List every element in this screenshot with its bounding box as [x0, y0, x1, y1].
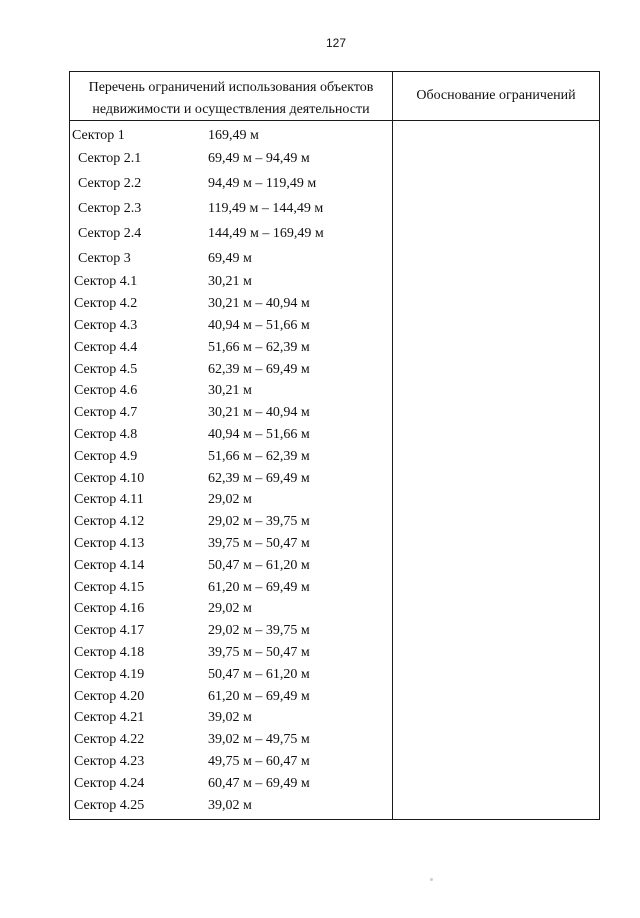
sector-name: Сектор 4.3 — [74, 318, 138, 333]
table-row — [70, 534, 392, 554]
sector-name: Сектор 2.2 — [78, 176, 142, 191]
table-row — [70, 665, 392, 685]
table-row — [70, 578, 392, 598]
column-divider — [392, 72, 393, 819]
sector-distance: 60,47 м – 69,49 м — [208, 776, 310, 791]
table-row — [70, 490, 392, 510]
sector-distance: 61,20 м – 69,49 м — [208, 689, 310, 704]
sector-name: Сектор 4.11 — [74, 492, 144, 507]
table-row — [70, 249, 392, 269]
sector-distance: 30,21 м – 40,94 м — [208, 296, 310, 311]
table-row — [70, 126, 392, 146]
table-row — [70, 294, 392, 314]
table-row — [70, 360, 392, 380]
sector-name: Сектор 4.24 — [74, 776, 145, 791]
sector-distance: 69,49 м — [208, 251, 252, 266]
table-row — [70, 316, 392, 336]
table-row — [70, 338, 392, 358]
sector-name: Сектор 4.2 — [74, 296, 138, 311]
sector-name: Сектор 4.17 — [74, 623, 145, 638]
sector-distance: 62,39 м – 69,49 м — [208, 362, 310, 377]
sector-name: Сектор 2.1 — [78, 151, 142, 166]
sector-name: Сектор 4.1 — [74, 274, 138, 289]
table-row — [70, 149, 392, 169]
table-row — [70, 556, 392, 576]
sector-distance: 94,49 м – 119,49 м — [208, 176, 317, 191]
sector-name: Сектор 3 — [78, 251, 131, 266]
sector-distance: 29,02 м – 39,75 м — [208, 623, 310, 638]
sector-distance: 29,02 м — [208, 492, 252, 507]
sector-name: Сектор 2.3 — [78, 201, 142, 216]
sector-name: Сектор 4.10 — [74, 471, 145, 486]
sector-name: Сектор 4.9 — [74, 449, 138, 464]
sector-distance: 169,49 м — [208, 128, 259, 143]
table-row — [70, 687, 392, 707]
table-row — [70, 752, 392, 772]
header-left-line1: Перечень ограничений использования объектов — [88, 80, 374, 95]
table-header-row — [70, 72, 599, 121]
sector-distance: 40,94 м – 51,66 м — [208, 318, 310, 333]
table-row — [70, 774, 392, 794]
table-row — [70, 381, 392, 401]
sector-name: Сектор 4.16 — [74, 601, 145, 616]
table-row — [70, 447, 392, 467]
table-row — [70, 730, 392, 750]
sector-name: Сектор 4.13 — [74, 536, 145, 551]
table-row — [70, 403, 392, 423]
table-row — [70, 796, 392, 816]
table-row — [70, 174, 392, 194]
table-row — [70, 199, 392, 219]
table-row — [70, 621, 392, 641]
header-restrictions-list — [70, 77, 392, 121]
sector-distance: 30,21 м — [208, 383, 252, 398]
table-row — [70, 425, 392, 445]
sector-distance: 40,94 м – 51,66 м — [208, 427, 310, 442]
table-row — [70, 643, 392, 663]
sector-name: Сектор 4.4 — [74, 340, 138, 355]
sector-name: Сектор 4.14 — [74, 558, 145, 573]
table-row — [70, 599, 392, 619]
sector-distance: 30,21 м — [208, 274, 252, 289]
sector-distance: 29,02 м – 39,75 м — [208, 514, 310, 529]
sector-name: Сектор 4.8 — [74, 427, 138, 442]
sector-distance: 30,21 м – 40,94 м — [208, 405, 310, 420]
sector-distance: 144,49 м – 169,49 м — [208, 226, 324, 241]
table-row — [70, 272, 392, 292]
sector-distance: 69,49 м – 94,49 м — [208, 151, 310, 166]
sector-distance: 51,66 м – 62,39 м — [208, 449, 310, 464]
sector-distance: 50,47 м – 61,20 м — [208, 667, 310, 682]
sector-name: Сектор 4.15 — [74, 580, 145, 595]
sector-name: Сектор 2.4 — [78, 226, 142, 241]
sector-distance: 51,66 м – 62,39 м — [208, 340, 310, 355]
sector-distance: 39,02 м — [208, 710, 252, 725]
sector-name: Сектор 4.21 — [74, 710, 145, 725]
header-left-line2: недвижимости и осуществления деятельности — [92, 102, 370, 117]
sector-name: Сектор 4.12 — [74, 514, 145, 529]
sector-name: Сектор 4.18 — [74, 645, 145, 660]
page-number: 127 — [325, 36, 347, 50]
sector-name: Сектор 4.22 — [74, 732, 145, 747]
sector-name: Сектор 4.6 — [74, 383, 138, 398]
scan-speck — [430, 878, 433, 881]
sector-distance: 39,75 м – 50,47 м — [208, 536, 310, 551]
sector-distance: 39,02 м – 49,75 м — [208, 732, 310, 747]
sector-name: Сектор 4.5 — [74, 362, 138, 377]
sector-distance: 50,47 м – 61,20 м — [208, 558, 310, 573]
sector-distance: 39,75 м – 50,47 м — [208, 645, 310, 660]
sector-distance: 119,49 м – 144,49 м — [208, 201, 324, 216]
sector-distance: 29,02 м — [208, 601, 252, 616]
sector-name: Сектор 4.19 — [74, 667, 145, 682]
sector-name: Сектор 4.23 — [74, 754, 145, 769]
sector-distance: 49,75 м – 60,47 м — [208, 754, 310, 769]
sector-name: Сектор 4.7 — [74, 405, 138, 420]
restrictions-table — [69, 71, 600, 820]
sector-name: Сектор 1 — [72, 128, 125, 143]
sector-name: Сектор 4.25 — [74, 798, 145, 813]
table-row — [70, 708, 392, 728]
table-row — [70, 469, 392, 489]
sector-distance: 39,02 м — [208, 798, 252, 813]
sector-name: Сектор 4.20 — [74, 689, 145, 704]
sector-distance: 62,39 м – 69,49 м — [208, 471, 310, 486]
table-row — [70, 224, 392, 244]
table-row — [70, 512, 392, 532]
sector-distance: 61,20 м – 69,49 м — [208, 580, 310, 595]
header-justification: Обоснование ограничений — [416, 88, 576, 103]
